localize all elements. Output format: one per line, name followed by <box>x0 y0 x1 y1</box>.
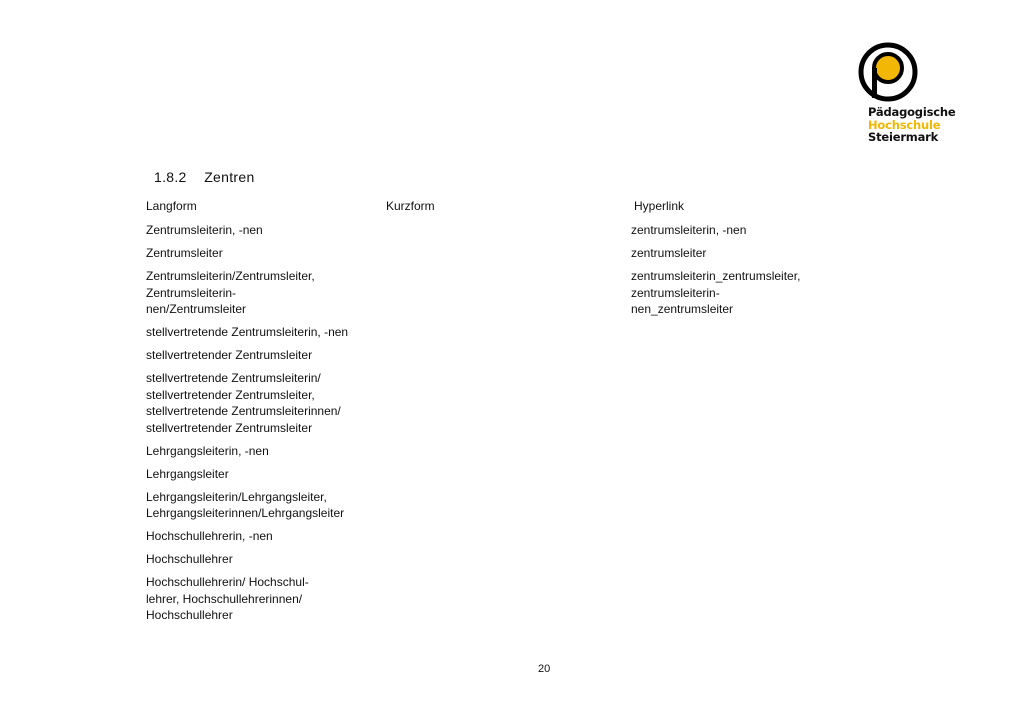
langform-cell <box>146 489 376 522</box>
section-number: 1.8.2 <box>154 169 187 185</box>
table-row <box>146 222 846 239</box>
langform-line: stellvertretender Zentrumsleiter <box>146 420 313 435</box>
langform-line: stellvertretende Zentrumsleiterinnen/ <box>146 404 341 418</box>
langform-line: nen/Zentrumsleiter <box>146 302 247 316</box>
table-row <box>146 489 846 522</box>
table-row <box>146 466 846 483</box>
section-title: Zentren <box>204 169 255 185</box>
hyperlink-line: nen_zentrumsleiter <box>631 302 734 316</box>
langform-line: Lehrgangsleiter <box>146 466 229 481</box>
table-row <box>146 245 846 262</box>
table-row <box>146 574 846 624</box>
langform-cell <box>146 551 376 568</box>
langform-cell <box>146 370 376 436</box>
logo-line-3: Steiermark <box>868 130 939 144</box>
hyperlink-cell <box>631 268 851 318</box>
header-langform: Langform <box>146 199 197 213</box>
langform-line: Hochschullehrer <box>146 608 233 622</box>
terms-table <box>146 198 846 630</box>
section-heading <box>154 169 255 185</box>
langform-cell <box>146 245 376 262</box>
hyperlink-line: zentrumsleiterin- <box>631 285 720 300</box>
langform-line: Hochschullehrerin, -nen <box>146 529 273 543</box>
langform-cell <box>146 466 376 483</box>
hyperlink-line: zentrumsleiterin, -nen <box>631 223 747 237</box>
langform-line: lehrer, Hochschullehrerinnen/ <box>146 591 303 606</box>
table-row <box>146 347 846 364</box>
langform-cell <box>146 528 376 545</box>
table-row <box>146 370 846 436</box>
langform-line: Lehrgangsleiterin, -nen <box>146 443 269 458</box>
langform-line: Lehrgangsleiterinnen/Lehrgangsleiter <box>146 506 345 520</box>
langform-cell <box>146 574 376 624</box>
langform-cell <box>146 347 376 364</box>
header-hyperlink: Hyperlink <box>634 199 685 213</box>
page-number: 20 <box>538 663 551 675</box>
langform-line: Zentrumsleiterin, -nen <box>146 223 263 237</box>
langform-line: Hochschullehrer <box>146 552 233 566</box>
hyperlink-line: zentrumsleiterin_zentrumsleiter, <box>631 269 801 283</box>
table-row <box>146 443 846 460</box>
table-row <box>146 268 846 318</box>
langform-line: Zentrumsleiterin- <box>146 285 237 300</box>
hyperlink-line: zentrumsleiter <box>631 246 707 260</box>
langform-cell <box>146 443 376 460</box>
langform-line: stellvertretende Zentrumsleiterin, -nen <box>146 325 349 339</box>
langform-line: Zentrumsleiterin/Zentrumsleiter, <box>146 269 315 283</box>
header-kurzform: Kurzform <box>386 199 435 213</box>
logo-line-1: Pädagogische <box>868 105 956 119</box>
table-header <box>146 198 846 222</box>
langform-line: Hochschullehrerin/ Hochschul- <box>146 575 309 589</box>
langform-line: stellvertretender Zentrumsleiter <box>146 348 313 362</box>
langform-cell <box>146 268 376 318</box>
langform-line: Zentrumsleiter <box>146 246 223 260</box>
table-row <box>146 528 846 545</box>
langform-cell <box>146 324 376 341</box>
langform-line: stellvertretende Zentrumsleiterin/ <box>146 371 321 385</box>
langform-cell <box>146 222 376 239</box>
table-row <box>146 551 846 568</box>
langform-line: Lehrgangsleiterin/Lehrgangsleiter, <box>146 489 327 504</box>
logo-line-2: Hochschule <box>868 117 941 132</box>
langform-line: stellvertretender Zentrumsleiter, <box>146 387 315 402</box>
hyperlink-cell <box>631 245 851 262</box>
logo-wordmark <box>868 106 955 144</box>
hyperlink-cell <box>631 222 851 239</box>
table-row <box>146 324 846 341</box>
